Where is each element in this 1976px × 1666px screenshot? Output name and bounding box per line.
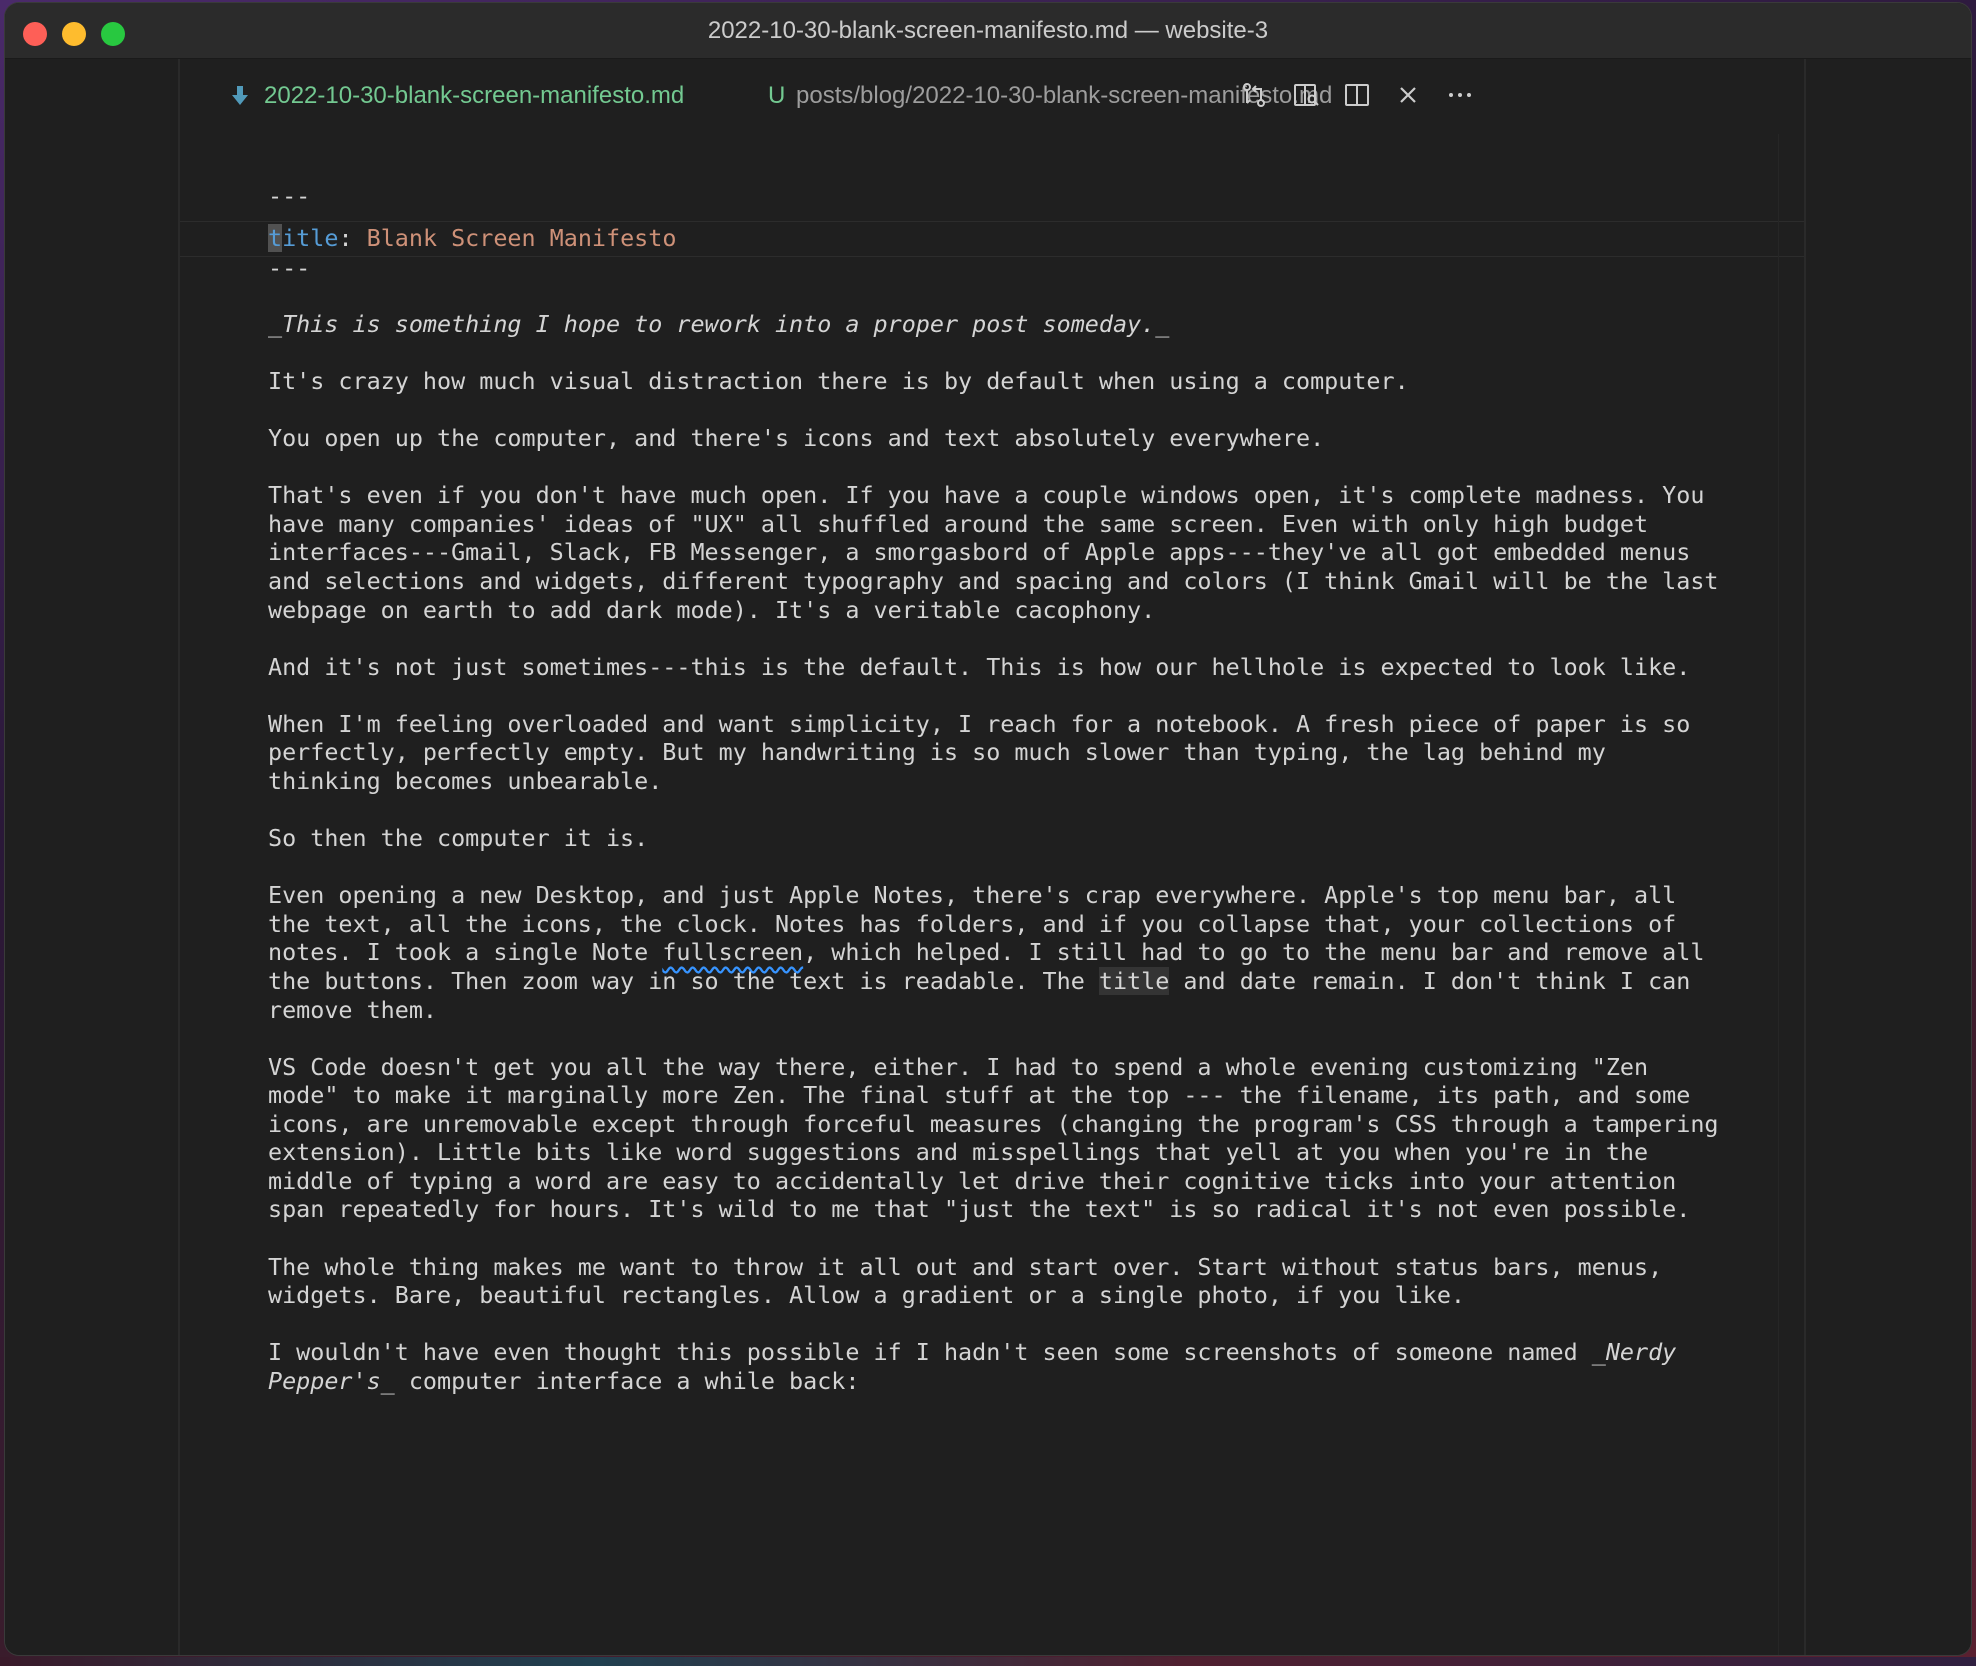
tab-file-path: posts/blog/2022-10-30-blank-screen-manifesto.md [796, 82, 1333, 109]
text-segment: notes. I took a single Note [268, 938, 663, 966]
text-line: webpage on earth to add dark mode). It's a veritable cacophony. [268, 596, 1156, 624]
frontmatter-open: --- [268, 182, 311, 210]
frontmatter-key: itle [282, 224, 339, 252]
text-line [268, 1363, 859, 1399]
text-line: interfaces---Gmail, Slack, FB Messenger, a smorgasbord of Apple apps---they've all got embedded menus [268, 538, 1691, 566]
text-line: That's even if you don't have much open. If you have a couple windows open, it's complete madness. You [268, 481, 1705, 509]
open-changes-icon[interactable] [1238, 79, 1270, 111]
text-line: VS Code doesn't get you all the way there, either. I had to spend a whole evening customizing "Zen [268, 1053, 1649, 1081]
text-line: middle of typing a word are easy to accidentally let drive their cognitive ticks into your attention [268, 1167, 1677, 1195]
text-line: Even opening a new Desktop, and just Apple Notes, there's crap everywhere. Apple's top menu bar, all [268, 881, 1677, 909]
text-line: remove them. [268, 996, 437, 1024]
tab-filename[interactable]: 2022-10-30-blank-screen-manifesto.md [264, 82, 685, 109]
editor-tab-bar [180, 59, 1804, 134]
desktop-bottom-edge [0, 1657, 1976, 1666]
text-cursor: t [268, 224, 283, 252]
close-icon[interactable] [1392, 79, 1424, 111]
word-highlight: title [1098, 967, 1170, 995]
text-line: perfectly, perfectly empty. But my handwriting is so much slower than typing, the lag behind my [268, 738, 1606, 766]
text-line: thinking becomes unbearable. [268, 767, 663, 795]
git-status-badge: U [768, 82, 786, 109]
text-line: The whole thing makes me want to throw it all out and start over. Start without status bars, menus, [268, 1253, 1663, 1281]
window-title: 2022-10-30-blank-screen-manifesto.md — website-3 [707, 17, 1269, 44]
text-segment: the buttons. Then zoom way in so the text is readable. The [268, 967, 1099, 995]
text-line: extension). Little bits like word suggestions and misspellings that yell at you when you're in the [268, 1138, 1649, 1166]
italic-segment: _Nerdy [1591, 1338, 1677, 1366]
frontmatter-close: --- [268, 254, 311, 282]
left-margin [5, 59, 180, 1655]
vertical-scrollbar[interactable] [1778, 134, 1805, 1655]
text-segment: computer interface a while back: [394, 1367, 860, 1395]
markdown-editor[interactable] [180, 134, 1776, 1655]
intro-line: _This is something I hope to rework into a proper post someday._ [268, 310, 1170, 338]
text-line: So then the computer it is. [268, 824, 649, 852]
markdown-download-icon [230, 85, 250, 107]
text-line: the text, all the icons, the clock. Notes has folders, and if you collapse that, your collections of [268, 910, 1677, 938]
text-segment: and date remain. I don't think I can [1169, 967, 1691, 995]
spelling-squiggle-word[interactable]: fullscreen [662, 938, 804, 966]
text-line: and selections and widgets, different typography and spacing and colors (I think Gmail will be the last [268, 567, 1719, 595]
italic-segment: Pepper's_ [268, 1367, 395, 1395]
text-line: It's crazy how much visual distraction there is by default when using a computer. [268, 367, 1409, 395]
text-line: mode" to make it marginally more Zen. The final stuff at the top --- the filename, its path, and some [268, 1081, 1691, 1109]
title-bar [5, 3, 1971, 59]
split-editor-icon[interactable] [1341, 79, 1373, 111]
text-line [268, 963, 1690, 999]
text-line: When I'm feeling overloaded and want simplicity, I reach for a notebook. A fresh piece of paper is so [268, 710, 1691, 738]
open-preview-to-side-icon[interactable] [1290, 79, 1322, 111]
text-line: icons, are unremovable except through forceful measures (changing the program's CSS through a tampering [268, 1110, 1719, 1138]
more-actions-icon[interactable] [1444, 79, 1476, 111]
right-margin [1804, 59, 1971, 1655]
frontmatter-value: Blank Screen Manifesto [366, 224, 677, 252]
text-line: span repeatedly for hours. It's wild to me that "just the text" is so radical it's not even possible. [268, 1195, 1691, 1223]
text-segment: , which helped. I still had to go to the menu bar and remove all [803, 938, 1705, 966]
editor-pane [180, 59, 1804, 1655]
text-line: And it's not just sometimes---this is the default. This is how our hellhole is expected to look like. [268, 653, 1691, 681]
text-line: widgets. Bare, beautiful rectangles. Allow a gradient or a single photo, if you like. [268, 1281, 1465, 1309]
text-line: have many companies' ideas of "UX" all shuffled around the same screen. Even with only high budget [268, 510, 1649, 538]
frontmatter-title-line [268, 220, 676, 256]
frontmatter-colon: : [338, 224, 367, 252]
text-segment: I wouldn't have even thought this possible if I hadn't seen some screenshots of someone named [268, 1338, 1592, 1366]
text-line: You open up the computer, and there's icons and text absolutely everywhere. [268, 424, 1325, 452]
editor-window [5, 3, 1971, 1655]
